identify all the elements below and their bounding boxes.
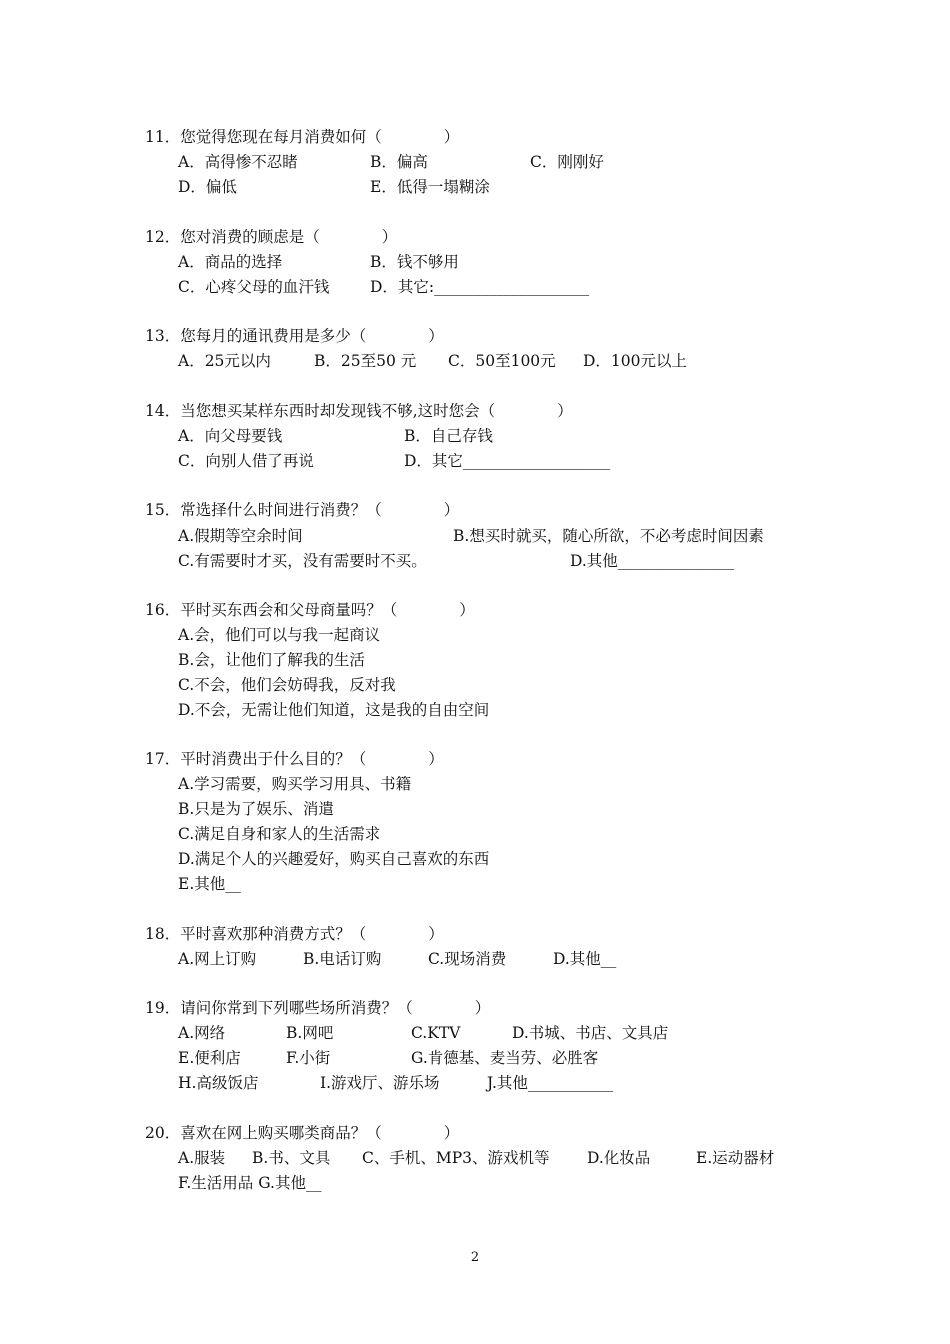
option: C．心疼父母的血汗钱 [178,278,330,296]
option: A．高得惨不忍睹 [178,153,298,171]
option: B．偏高 [370,153,428,171]
option: A．商品的选择 [178,253,283,271]
option: J.其他___________ [487,1074,614,1092]
option: C、手机、MP3、游戏机等 [362,1149,550,1167]
option: D．偏低 [178,178,237,196]
option: H.高级饭店 [178,1074,259,1092]
question-stem: 12．您对消费的顾虑是（ ） [145,228,398,246]
option: C．50至100元 [448,352,556,370]
option: G.肯德基、麦当劳、必胜客 [411,1049,599,1067]
question-stem: 13．您每月的通讯费用是多少（ ） [145,327,444,345]
option: D．100元以上 [583,352,688,370]
option: C.现场消费 [428,950,507,968]
question-stem: 19．请问你常到下列哪些场所消费？（ ） [145,999,491,1017]
option: E.便利店 [178,1049,241,1067]
option: C.满足自身和家人的生活需求 [178,825,381,843]
option: B．钱不够用 [370,253,459,271]
option: B．自己存钱 [404,427,493,445]
option: A.学习需要，购买学习用具、书籍 [178,775,412,793]
option: D．其它:____________________ [370,278,590,296]
option: D.满足个人的兴趣爱好，购买自己喜欢的东西 [178,850,490,868]
option: A.网络 [178,1024,226,1042]
question-stem: 14．当您想买某样东西时却发现钱不够,这时您会（ ） [145,402,573,420]
option: E．低得一塌糊涂 [370,178,490,196]
option: D.其他_______________ [570,552,735,570]
option: C．向别人借了再说 [178,452,314,470]
option: B．25至50 元 [314,352,417,370]
option: C.有需要时才买，没有需要时不买。 [178,552,427,570]
option: I.游戏厅、游乐场 [320,1074,440,1092]
question-stem: 15．常选择什么时间进行消费？（ ） [145,501,460,519]
question-stem: 20．喜欢在网上购买哪类商品？（ ） [145,1124,460,1142]
option: B.网吧 [286,1024,334,1042]
question-stem: 17．平时消费出于什么目的？（ ） [145,750,444,768]
option: A．25元以内 [178,352,271,370]
option: D.不会，无需让他们知道，这是我的自由空间 [178,701,490,719]
option: D.书城、书店、文具店 [512,1024,669,1042]
option: F.生活用品 G.其他__ [178,1174,322,1192]
option: B.想买时就买，随心所欲，不必考虑时间因素 [453,527,764,545]
option: D．其它___________________ [404,452,611,470]
option: A.服装 [178,1149,226,1167]
option: B.会，让他们了解我的生活 [178,651,365,669]
option: C．刚刚好 [530,153,604,171]
option: D.其他__ [553,950,617,968]
question-stem: 11．您觉得您现在每月消费如何（ ） [145,128,460,146]
option: A．向父母要钱 [178,427,283,445]
option: E.运动器材 [696,1149,775,1167]
option: A.会，他们可以与我一起商议 [178,626,381,644]
option: D.化妆品 [587,1149,651,1167]
option: A.网上订购 [178,950,257,968]
option: B.书、文具 [252,1149,331,1167]
page-number: 2 [470,1250,480,1265]
question-stem: 16．平时买东西会和父母商量吗？（ ） [145,601,475,619]
option: A.假期等空余时间 [178,527,303,545]
question-stem: 18．平时喜欢那种消费方式？（ ） [145,925,444,943]
option: C.不会，他们会妨碍我，反对我 [178,676,396,694]
option: B.只是为了娱乐、消遣 [178,800,334,818]
option: E.其他__ [178,875,241,893]
option: B.电话订购 [303,950,382,968]
option: C.KTV [411,1024,461,1042]
option: F.小街 [286,1049,331,1067]
